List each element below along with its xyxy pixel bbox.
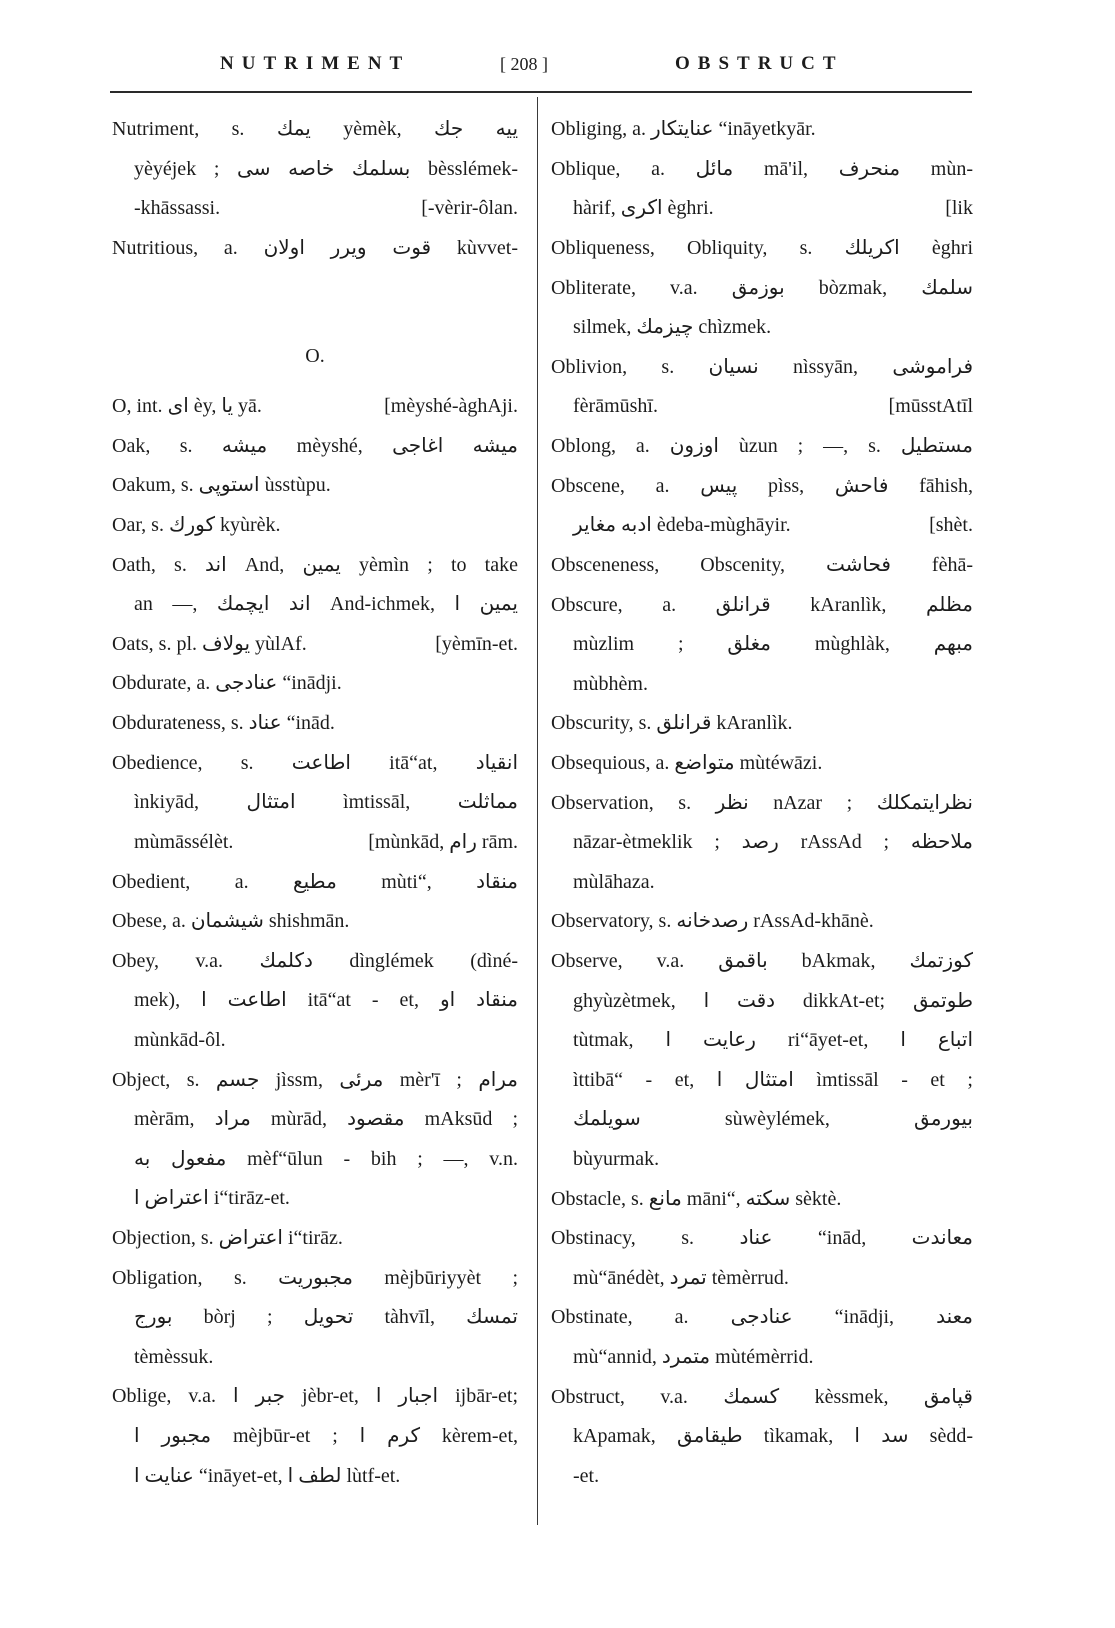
entry-headword-line: [551, 744, 973, 784]
dictionary-entry: [112, 387, 518, 427]
left-column-upper: [112, 110, 518, 268]
line-text: Obliging, a. عنایتكار “ināyetkyār.: [551, 118, 816, 141]
entry-headword-line: [551, 1180, 973, 1220]
line-tail-bracket: [yèmīn-et.: [435, 632, 518, 655]
entry-continuation-line: [551, 506, 973, 546]
entry-continuation-line: [551, 1457, 973, 1497]
dictionary-entry: [112, 1061, 518, 1219]
entry-continuation-line: [112, 1298, 518, 1338]
entry-continuation-line: [112, 1021, 518, 1061]
line-text: mù“ānédèt, تمرد tèmèrrud.: [573, 1266, 789, 1289]
line-text: سویلمك sùwèylémek, بیورمق: [573, 1108, 973, 1131]
line-text: hàrif, اكری èghri.: [573, 197, 714, 220]
entry-headword-line: [551, 942, 973, 982]
entry-headword-line: [551, 110, 973, 150]
entry-continuation-line: [551, 1021, 973, 1061]
line-text: Obstinacy, s. عناد “inād, معاندت: [551, 1227, 973, 1250]
line-text: -khāssassi.: [134, 197, 221, 220]
entry-headword-line: [112, 625, 518, 665]
entry-continuation-line: [112, 1417, 518, 1457]
entry-continuation-line: [112, 1457, 518, 1497]
dictionary-entry: [551, 1378, 973, 1497]
line-text: Observation, s. نظر nAzar ; نظرایتمكلك: [551, 791, 973, 814]
line-text: Oak, s. میشه mèyshé, میشه اغاجی: [112, 434, 518, 457]
dictionary-entry: [551, 348, 973, 427]
line-text: Oar, s. كورك kyùrèk.: [112, 514, 281, 537]
entry-headword-line: [112, 427, 518, 467]
line-text: mùmāssélèt.: [134, 830, 234, 853]
entry-headword-line: [112, 1219, 518, 1259]
line-text: Obstruct, v.a. كسمك kèssmek, قپامق: [551, 1385, 973, 1408]
line-text: Obedience, s. اطاعت itā“at, انقیاد: [112, 751, 518, 774]
line-text: ìttibā“ - et, امتثال ا ìmtissāl - et ;: [573, 1068, 973, 1091]
line-tail-bracket: [mūsstAtīl: [888, 395, 973, 418]
line-tail-bracket: [lik: [945, 197, 973, 220]
entry-headword-line: [551, 1298, 973, 1338]
line-text: ghyùzètmek, دقت ا dikkAt-et; طوتمق: [573, 989, 973, 1012]
dictionary-entry: [112, 427, 518, 467]
entry-continuation-line: [112, 783, 518, 823]
line-text: Obstacle, s. مانع māni“, سكته sèktè.: [551, 1187, 842, 1210]
line-text: Obscure, a. قرانلق kAranlìk, مظلم: [551, 593, 973, 616]
line-text: Nutritious, a. قوت ویرر اولان kùvvet-: [112, 237, 518, 260]
dictionary-entry: [551, 1180, 973, 1220]
line-text: mùbhèm.: [573, 672, 648, 695]
line-text: an —, اند ایچمك And-ichmek, یمین ا: [134, 593, 518, 616]
entry-headword-line: [112, 1377, 518, 1417]
entry-headword-line: [112, 1259, 518, 1299]
line-text: Obscene, a. پیس pìss, فاحش fāhish,: [551, 474, 973, 497]
entry-headword-line: [112, 466, 518, 506]
line-text: yèyéjek ; بسلمك خاصه سی bèsslémek-: [134, 157, 518, 180]
header-rule: [110, 91, 972, 93]
line-text: Obscurity, s. قرانلق kAranlìk.: [551, 712, 793, 735]
line-text: Observatory, s. رصدخانه rAssAd-khānè.: [551, 910, 874, 933]
entry-continuation-line: [551, 863, 973, 903]
entry-continuation-line: [112, 1140, 518, 1180]
entry-headword-line: [551, 1378, 973, 1418]
entry-headword-line: [551, 229, 973, 269]
line-text: Obey, v.a. دكلمك dìnglémek (dìné-: [112, 949, 518, 972]
line-text: Oblige, v.a. جبر ا jèbr-et, اجبار ا ijbār-et;: [112, 1385, 518, 1408]
entry-headword-line: [551, 269, 973, 309]
dictionary-entry: [551, 427, 973, 467]
entry-headword-line: [112, 1061, 518, 1101]
entry-continuation-line: [551, 1100, 973, 1140]
entry-headword-line: [551, 902, 973, 942]
line-text: اعتراض ا i“tirāz-et.: [134, 1187, 290, 1210]
entry-continuation-line: [112, 585, 518, 625]
dictionary-entry: [551, 902, 973, 942]
dictionary-entry: [112, 466, 518, 506]
entry-headword-line: [551, 467, 973, 507]
dictionary-entry: [112, 546, 518, 625]
dictionary-entry: [112, 744, 518, 863]
dictionary-entry: [551, 784, 973, 903]
entry-continuation-line: [551, 308, 973, 348]
entry-headword-line: [112, 664, 518, 704]
entry-continuation-line: [551, 665, 973, 705]
dictionary-entry: [112, 1219, 518, 1259]
entry-headword-line: [551, 586, 973, 626]
running-head-left: NUTRIMENT: [220, 53, 411, 74]
entry-headword-line: [551, 150, 973, 190]
dictionary-entry: [551, 704, 973, 744]
line-text: Obstinate, a. عنادجی “inādji, معند: [551, 1306, 973, 1329]
entry-continuation-line: [551, 1259, 973, 1299]
dictionary-entry: [551, 150, 973, 229]
entry-continuation-line: [551, 982, 973, 1022]
entry-continuation-line: [551, 1338, 973, 1378]
dictionary-entry: [551, 1298, 973, 1377]
dictionary-entry: [112, 863, 518, 903]
dictionary-entry: [551, 1219, 973, 1298]
line-text: بورج bòrj ; تحویل tàhvīl, تمسك: [134, 1306, 518, 1329]
dictionary-entry: [551, 229, 973, 269]
line-text: -et.: [573, 1464, 600, 1487]
line-text: mek), اطاعت ا itā“at - et, منقاد او: [134, 989, 518, 1012]
line-text: Oblique, a. مائل mā'il, منحرف mùn-: [551, 157, 973, 180]
entry-continuation-line: [112, 1179, 518, 1219]
line-text: Oakum, s. استوپی ùsstùpu.: [112, 474, 331, 497]
dictionary-entry: [112, 1377, 518, 1496]
line-text: Obliterate, v.a. بوزمق bòzmak, سلمك: [551, 276, 973, 299]
line-text: Object, s. جسم jìssm, مرئی mèr'ī ; مرام: [112, 1068, 518, 1091]
right-column: [551, 110, 973, 1496]
line-text: Nutriment, s. یمك yèmèk, ییه جك: [112, 118, 518, 141]
dictionary-entry: [551, 546, 973, 586]
line-tail-bracket: [mùnkād, رام rām.: [368, 830, 518, 853]
line-text: tèmèssuk.: [134, 1345, 214, 1368]
line-text: ìnkiyād, امتثال ìmtissāl, مماثلت: [134, 791, 518, 814]
entry-headword-line: [112, 942, 518, 982]
entry-headword-line: [112, 387, 518, 427]
entry-continuation-line: [551, 387, 973, 427]
line-text: Obsceneness, Obscenity, فحاشت fèhā-: [551, 553, 973, 576]
dictionary-entry: [112, 664, 518, 704]
line-text: مفعول به mèf“ūlun - bih ; —, v.n.: [134, 1147, 518, 1170]
entry-continuation-line: [551, 823, 973, 863]
line-text: Oath, s. اند And, یمین yèmìn ; to take: [112, 553, 518, 576]
entry-continuation-line: [551, 1061, 973, 1101]
entry-headword-line: [551, 1219, 973, 1259]
line-text: mù“annid, متمرد mùtémèrrid.: [573, 1346, 814, 1369]
line-text: مجبور ا mèjbūr-et ; كرم ا kèrem-et,: [134, 1425, 518, 1448]
column-divider: [537, 97, 538, 1525]
dictionary-entry: [551, 269, 973, 348]
line-text: Oats, s. pl. یولاف yùlAf.: [112, 632, 307, 655]
left-column-lower: [112, 387, 518, 1496]
line-text: mùlāhaza.: [573, 870, 655, 893]
line-text: Oblivion, s. نسیان nìssyān, فراموشی: [551, 355, 973, 378]
entry-headword-line: [112, 902, 518, 942]
line-tail-bracket: [shèt.: [929, 514, 973, 537]
line-text: mùnkād-ôl.: [134, 1028, 226, 1051]
line-text: mùzlim ; مغلق mùghlàk, مبهم: [573, 633, 973, 656]
line-text: Obliqueness, Obliquity, s. اكریلك èghri: [551, 237, 973, 260]
entry-continuation-line: [112, 189, 518, 229]
entry-continuation-line: [551, 189, 973, 229]
dictionary-entry: [551, 467, 973, 546]
entry-headword-line: [112, 863, 518, 903]
line-tail-bracket: [-vèrir-ôlan.: [421, 197, 518, 220]
line-text: Objection, s. اعتراض i“tirāz.: [112, 1226, 343, 1249]
dictionary-entry: [112, 506, 518, 546]
line-text: عنایت ا “ināyet-et, لطف ا lùtf-et.: [134, 1464, 401, 1487]
entry-continuation-line: [551, 1417, 973, 1457]
entry-headword-line: [112, 744, 518, 784]
line-text: fèrāmūshī.: [573, 395, 658, 418]
line-text: Oblong, a. اوزون ùzun ; —, s. مستطیل: [551, 435, 973, 458]
line-text: tùtmak, رعایت ا ri“āyet-et, اتباع ا: [573, 1029, 973, 1052]
line-text: Obligation, s. مجبوریت mèjbūriyyèt ;: [112, 1266, 518, 1289]
entry-headword-line: [551, 427, 973, 467]
line-text: Obedient, a. مطیع mùti“, منقاد: [112, 870, 518, 893]
entry-continuation-line: [112, 981, 518, 1021]
entry-continuation-line: [551, 625, 973, 665]
section-heading-letter: O.: [305, 345, 325, 368]
line-text: Obdurate, a. عنادجی “inādji.: [112, 672, 342, 695]
dictionary-entry: [112, 942, 518, 1061]
entry-continuation-line: [551, 1140, 973, 1180]
dictionary-entry: [112, 110, 518, 229]
line-text: kApamak, طیقامق tìkamak, سد ا sèdd-: [573, 1425, 973, 1448]
entry-continuation-line: [112, 823, 518, 863]
entry-headword-line: [112, 704, 518, 744]
line-text: bùyurmak.: [573, 1148, 660, 1171]
running-head-right: OBSTRUCT: [675, 53, 844, 74]
entry-headword-line: [112, 110, 518, 150]
entry-headword-line: [112, 546, 518, 586]
line-text: mèrām, مراد mùrād, مقصود mAksūd ;: [134, 1108, 518, 1131]
page-number: [ 208 ]: [500, 54, 548, 74]
dictionary-entry: [551, 586, 973, 705]
entry-continuation-line: [112, 1100, 518, 1140]
line-text: Obdurateness, s. عناد “inād.: [112, 712, 335, 735]
entry-headword-line: [551, 784, 973, 824]
entry-headword-line: [551, 348, 973, 388]
entry-continuation-line: [112, 150, 518, 190]
dictionary-entry: [551, 744, 973, 784]
dictionary-entry: [551, 110, 973, 150]
line-text: silmek, چیزمك chìzmek.: [573, 316, 772, 339]
dictionary-entry: [112, 1259, 518, 1378]
line-text: O, int. ای èy, یا yā.: [112, 395, 262, 418]
dictionary-entry: [551, 942, 973, 1180]
dictionary-entry: [112, 902, 518, 942]
line-text: nāzar-ètmeklik ; رصد rAssAd ; ملاحظه: [573, 831, 973, 854]
line-text: Observe, v.a. باقمق bAkmak, كوزتمك: [551, 949, 973, 972]
entry-continuation-line: [112, 1338, 518, 1378]
entry-headword-line: [112, 506, 518, 546]
line-text: ادبه مغایر èdeba-mùghāyir.: [573, 514, 791, 537]
entry-headword-line: [112, 229, 518, 269]
line-text: Obsequious, a. متواضع mùtéwāzi.: [551, 751, 823, 774]
dictionary-entry: [112, 229, 518, 269]
line-text: Obese, a. شیشمان shishmān.: [112, 910, 350, 933]
dictionary-entry: [112, 625, 518, 665]
line-tail-bracket: [mèyshé-àghAji.: [384, 395, 518, 418]
entry-headword-line: [551, 546, 973, 586]
entry-headword-line: [551, 704, 973, 744]
dictionary-entry: [112, 704, 518, 744]
